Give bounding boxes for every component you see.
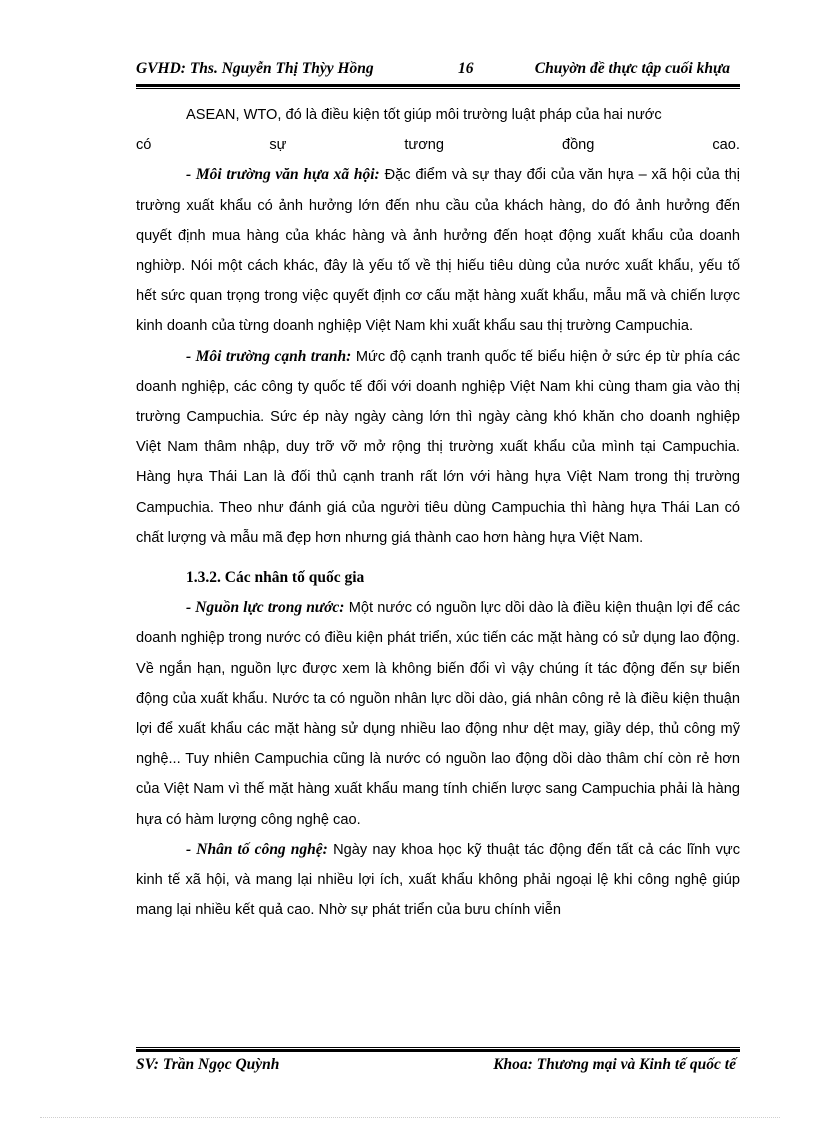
section-heading: 1.3.2. Các nhân tố quốc gia: [186, 569, 365, 587]
page-footer: [136, 1056, 740, 1080]
paragraph-text: Đặc điểm và sự thay đổi của văn hựa – xã hội của thị trường xuất khẩu có ảnh hưởng lớn đến nhu cầu của khách hàng, do đó ảnh hưởng đến quyết định mua hàng của khác hàng và ảnh hưởng đến hoạt động xuất khẩu của doanh nghiờp. Nói một cách khác, đây là yếu tố về thị hiếu tiêu dùng của nước xuất khẩu, yếu tố hết sức quan trọng trong việc quyết định cơ cấu mặt hàng xuất khẩu, mẫu mã và chiến lược kinh doanh của từng doanh nghiệp Việt Nam khi xuất khẩu sau thị trường Campuchia.: [136, 167, 740, 335]
word: có: [136, 137, 152, 154]
word: đồng: [561, 137, 595, 154]
paragraph-continuation-line2: [136, 130, 740, 160]
page-number: 16: [458, 60, 474, 77]
paragraph-lead: - Nguồn lực trong nước:: [186, 599, 345, 617]
header-supervisor: GVHD: Ths. Nguyễn Thị Thỳy Hồng: [136, 60, 374, 77]
paragraph-technology: [136, 835, 740, 926]
page-header: [136, 58, 740, 84]
document-body: [136, 100, 740, 925]
footer-student: SV: Trần Ngọc Quỳnh: [136, 1056, 280, 1073]
paragraph-lead: - Nhân tố công nghệ:: [186, 840, 328, 858]
header-rule: [136, 84, 740, 89]
paragraph-continuation: ASEAN, WTO, đó là điều kiện tốt giúp môi trường luật pháp của hai nước: [186, 107, 662, 123]
footer-rule: [136, 1047, 740, 1052]
word: tương: [404, 137, 445, 154]
page-edge-divider: [40, 1117, 780, 1118]
paragraph-lead: - Môi trường cạnh tranh:: [186, 347, 352, 365]
header-report-title: Chuyờn đề thực tập cuối khựa: [534, 60, 730, 77]
paragraph-resources: [136, 593, 740, 835]
word: cao.: [712, 137, 740, 154]
word: sự: [269, 137, 287, 154]
paragraph-text: Ngày nay khoa học kỹ thuật tác động đến tất cả các lĩnh vực kinh tế xã hội, và mang lại nhiều lợi ích, xuất khẩu không phải ngoại lệ khi công nghệ giúp mang lại nhiều kết quả cao. Nhờ sự phát triển của bưu chính viễn: [136, 841, 740, 919]
paragraph-text: Một nước có nguồn lực dồi dào là điều kiện thuận lợi để các doanh nghiệp trong nước có điều kiện phát triển, xúc tiến các mặt hàng có sử dụng lao động. Về ngắn hạn, nguồn lực được xem là không biến đổi vì vậy chúng ít tác động đến sự biến động của xuất khẩu. Nước ta có nguồn nhân lực dồi dào, giá nhân công rẻ là điều kiện thuận lợi để xuất khẩu các mặt hàng sử dụng nhiều lao động như dệt may, giầy dép, thủ công mỹ nghệ... Tuy nhiên Campuchia cũng là nước có nguồn lao động dồi dào thâm chí còn rẻ hơn của Việt Nam vì thế mặt hàng xuất khẩu mang tính chiến lược sang Campuchia phải là hàng hựa có hàm lượng công nghệ cao.: [136, 600, 741, 828]
paragraph-competition: [136, 342, 740, 553]
paragraph-culture: [136, 160, 740, 341]
paragraph-text: Mức độ cạnh tranh quốc tế biểu hiện ở sức ép từ phía các doanh nghiệp, các công ty quốc tế đối với doanh nghiệp Việt Nam khi cùng tham gia vào thị trường Campuchia. Sức ép này ngày càng lớn thì ngày càng khó khăn cho doanh nghiệp Việt Nam thâm nhập, duy trỡ vỡ mở rộng thị trường xuất khẩu của mình tại Campuchia. Hàng hựa Thái Lan là đối thủ cạnh tranh rất lớn với hàng hựa Việt Nam trong thị trường Campuchia. Theo như đánh giá của người tiêu dùng Campuchia thì hàng hựa Thái Lan có chất lượng và mẫu mã đẹp hơn nhưng giá thành cao hơn hàng hựa Việt Nam.: [136, 348, 740, 546]
paragraph-lead: - Môi trường văn hựa xã hội:: [186, 166, 380, 184]
footer-faculty: Khoa: Thương mại và Kinh tế quốc tế: [493, 1056, 736, 1073]
